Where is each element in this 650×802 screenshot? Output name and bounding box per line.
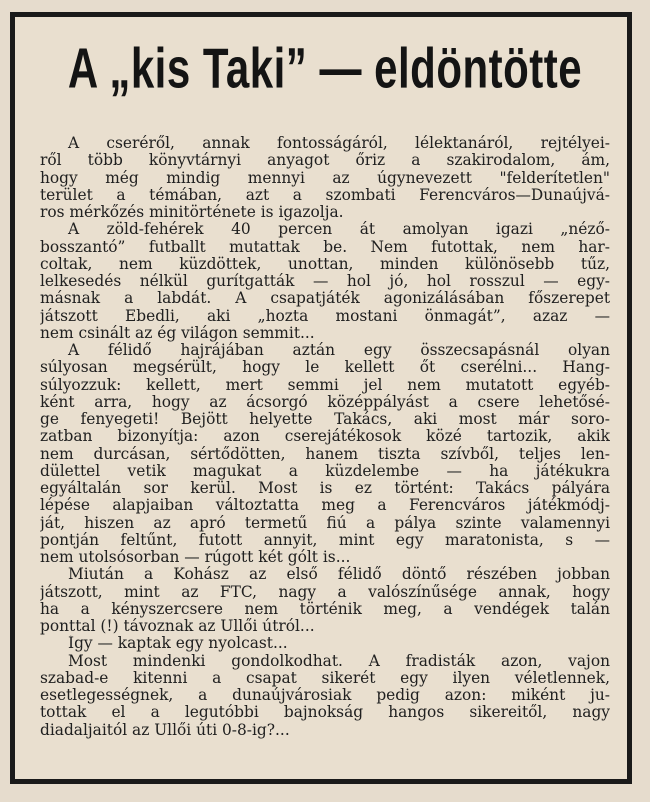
text-line: ként arra, hogy az ácsorgó középpályást a csere lehetősé- — [40, 393, 610, 411]
text-line: dülettel vetik magukat a küzdelembe — ha játékukra — [40, 462, 610, 480]
text-line: Most mindenki gondolkodhat. A fradisták azon, vajon — [68, 652, 610, 670]
article-paragraph — [40, 653, 610, 739]
text-line: súlyosan megsérült, hogy le kellett őt cserélni... Hang- — [40, 359, 610, 377]
text-line: játszott, mint az FTC, nagy a valószínűsége annak, hogy — [40, 583, 610, 601]
text-line: nem durcásan, sértődötten, hanem tiszta szívből, teljes len- — [40, 445, 610, 463]
text-line: lépése alapjaiban változtatta meg a Ferencváros játékmódj- — [40, 497, 610, 515]
article-paragraph — [40, 135, 610, 221]
text-line: pontján feltűnt, futott annyit, mint egy maratonista, s — — [40, 531, 610, 549]
text-line: ről több könyvtárnyi anyagot őriz a szakirodalom, ám, — [40, 152, 610, 170]
text-line: diadaljaitól az Üllői úti 0-8-ig?... — [40, 721, 290, 739]
text-line: lelkesedés nélkül gurítgatták — hol jó, hol rosszul — egy- — [40, 273, 610, 290]
text-line: ros mérkőzés minitörténete is igazolja. — [40, 204, 344, 221]
text-line: A cseréről, annak fontosságáról, lélektanáról, rejtélyei- — [68, 135, 610, 152]
text-line: szabad-e kitenni a csapat sikerét egy ilyen véletlennek, — [40, 669, 610, 687]
text-line: bosszantó” futballt mutattak be. Nem futottak, nem har- — [40, 238, 610, 256]
text-line: másnak a labdát. A csapatjáték agonizálásában főszerepet — [40, 290, 610, 308]
text-line: coltak, nem küzdöttek, unottan, minden különösebb tűz, — [40, 255, 610, 273]
headline: A „kis Taki” — eldöntötte — [67, 36, 583, 100]
article-paragraph — [40, 342, 610, 566]
text-line: egyáltalán sor kerül. Most is ez történt: Takács pályára — [40, 480, 610, 497]
article-paragraph — [40, 221, 610, 342]
text-line: hogy még mindig mennyi az úgynevezett "felderítetlen" — [40, 169, 610, 187]
text-line: Miután a Kohász az első félidő döntő részében jobban — [68, 566, 610, 584]
article-paragraph — [40, 635, 610, 652]
text-line: játszott Ebedli, aki „hozta mostani önmagát”, azaz — — [40, 307, 610, 325]
text-line: terület a témában, azt a szombati Ferencváros—Dunaújvá- — [40, 186, 610, 204]
text-line: A félidő hajrájában aztán egy összecsapásnál olyan — [68, 342, 610, 359]
text-line: esetlegességnek, a dunaújvárosiak pedig azon: miként ju- — [40, 687, 610, 704]
text-line: ge fenyegeti! Bejött helyette Takács, aki most már soro- — [40, 411, 610, 428]
text-line: ponttal (!) távoznak az Üllői útról... — [40, 618, 315, 635]
text-line: tottak el a legutóbbi bajnokság hangos sikereitől, nagy — [40, 704, 610, 722]
article-paragraph — [40, 566, 610, 635]
text-line: ját, hiszen az apró termetű fiú a pálya szinte valamennyi — [40, 514, 610, 532]
text-line: A zöld-fehérek 40 percen át amolyan igazi „néző- — [68, 221, 610, 239]
text-line: ha a kényszercsere nem történik meg, a vendégek talán — [40, 600, 610, 618]
text-line: Így — kaptak egy nyolcast... — [68, 635, 288, 653]
article-body — [40, 135, 610, 739]
text-line: súlyozzuk: kellett, mert semmi jel nem mutatott egyéb- — [40, 376, 610, 394]
text-line: nem csinált az ég világon semmit... — [40, 324, 315, 342]
text-line: zatban bizonyítja: azon cserejátékosok közé tartozik, akik — [40, 428, 610, 446]
text-line: nem utolsósorban — rúgott két gólt is... — [40, 549, 351, 566]
